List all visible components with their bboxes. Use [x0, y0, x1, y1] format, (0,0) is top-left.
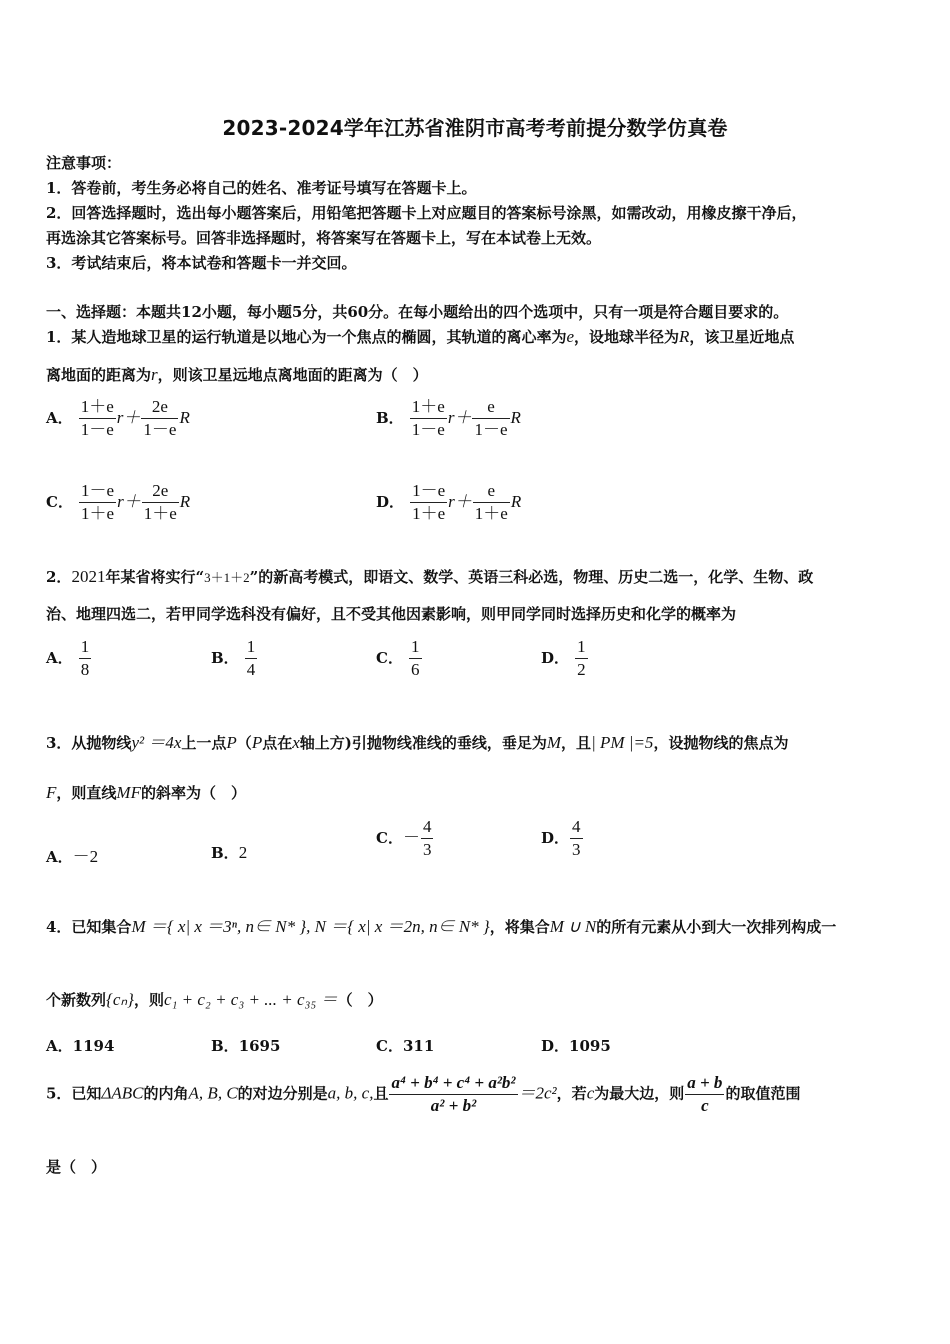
- option-a[interactable]: A． $\frac{1}{8}$: [46, 637, 90, 679]
- option-a[interactable]: A．－2: [46, 847, 99, 866]
- notice-item: 2．回答选择题时，选出每小题答案后，用铅笔把答题卡上对应题目的答案标号涂黑，如需改动，用橡皮擦干净后，: [46, 204, 807, 222]
- option-d[interactable]: D． $\frac{4}{3}$: [541, 817, 581, 859]
- option-c[interactable]: C．－ $\frac{4}{3}$: [376, 817, 432, 859]
- question-3-text: 3．从抛物线y² ＝4x上一点P（P点在x轴上方)引抛物线准线的垂线，垂足为M，且| PM |=5，设抛物线的焦点为: [46, 733, 789, 752]
- option-a[interactable]: A． $\frac{1+e}{1-e}$ r＋ $\frac{2e}{1-e}$ R: [46, 397, 190, 439]
- notice-heading: 注意事项：: [46, 154, 122, 172]
- option-b[interactable]: B． $\frac{1+e}{1-e}$ r＋ $\frac{e}{1-e}$ R: [376, 397, 521, 439]
- question-2-text: 2．2021年某省将实行“3＋1＋2”的新高考模式，即语文、数学、英语三科必选，物理、历史二选一，化学、生物、政: [46, 567, 814, 586]
- section-heading: 一、选择题：本题共12小题，每小题5分，共60分。在每小题给出的四个选项中，只有一项是符合题目要求的。: [46, 303, 789, 321]
- option-b[interactable]: B．2: [211, 843, 248, 862]
- option-c[interactable]: C． $\frac{1-e}{1+e}$ r＋ $\frac{2e}{1+e}$ R: [46, 481, 191, 523]
- question-5-text-2: 是（ ）: [46, 1158, 107, 1176]
- question-5-text: 5．已知ΔABC的内角A, B, C的对边分别是a, b, c,且 $\frac{\text{a⁴ + b⁴ + c⁴ + a²b²}}{\text{a² + b²}}$ ＝2c²，若c为最大边，则 $\frac{a + b}{c}$ 的取值范围: [46, 1073, 801, 1115]
- option-d[interactable]: D． $\frac{1}{2}$: [541, 637, 586, 679]
- option-b[interactable]: B．1695: [211, 1037, 281, 1055]
- notice-item: 再选涂其它答案标号。回答非选择题时，将答案写在答题卡上，写在本试卷上无效。: [46, 229, 602, 247]
- option-a[interactable]: A．1194: [46, 1037, 115, 1055]
- option-b[interactable]: B． $\frac{1}{4}$: [211, 637, 256, 679]
- option-d[interactable]: D． $\frac{1-e}{1+e}$ r＋ $\frac{e}{1+e}$ R: [376, 481, 522, 523]
- question-1-text-2: 离地面的距离为r，则该卫星远地点离地面的距离为（ ）: [46, 365, 428, 384]
- notice-item: 1．答卷前，考生务必将自己的姓名、准考证号填写在答题卡上。: [46, 179, 477, 197]
- option-c[interactable]: C．311: [376, 1037, 435, 1055]
- option-c[interactable]: C． $\frac{1}{6}$: [376, 637, 420, 679]
- option-d[interactable]: D．1095: [541, 1037, 611, 1055]
- notice-item: 3．考试结束后，将本试卷和答题卡一并交回。: [46, 254, 357, 272]
- page-title: 2023-2024学年江苏省淮阴市高考考前提分数学仿真卷: [222, 116, 728, 140]
- question-2-text-2: 治、地理四选二，若甲同学选科没有偏好，且不受其他因素影响，则甲同学同时选择历史和化学的概率为: [46, 605, 737, 623]
- question-1-text: 1．某人造地球卫星的运行轨道是以地心为一个焦点的椭圆，其轨道的离心率为e，设地球半径为R，该卫星近地点: [46, 327, 795, 346]
- question-3-text-2: F，则直线MF的斜率为（ ）: [46, 783, 246, 802]
- question-4-text: 4．已知集合M ＝{ x| x ＝3ⁿ, n∈ N* }, N ＝{ x| x ＝2n, n∈ N* }，将集合M ∪ N的所有元素从小到大一次排列构成一: [46, 917, 837, 936]
- question-4-text-2: 个新数列{cₙ}，则c₁ + c₂ + c₃ + ... + c₃₅ ＝（ ）: [46, 990, 383, 1009]
